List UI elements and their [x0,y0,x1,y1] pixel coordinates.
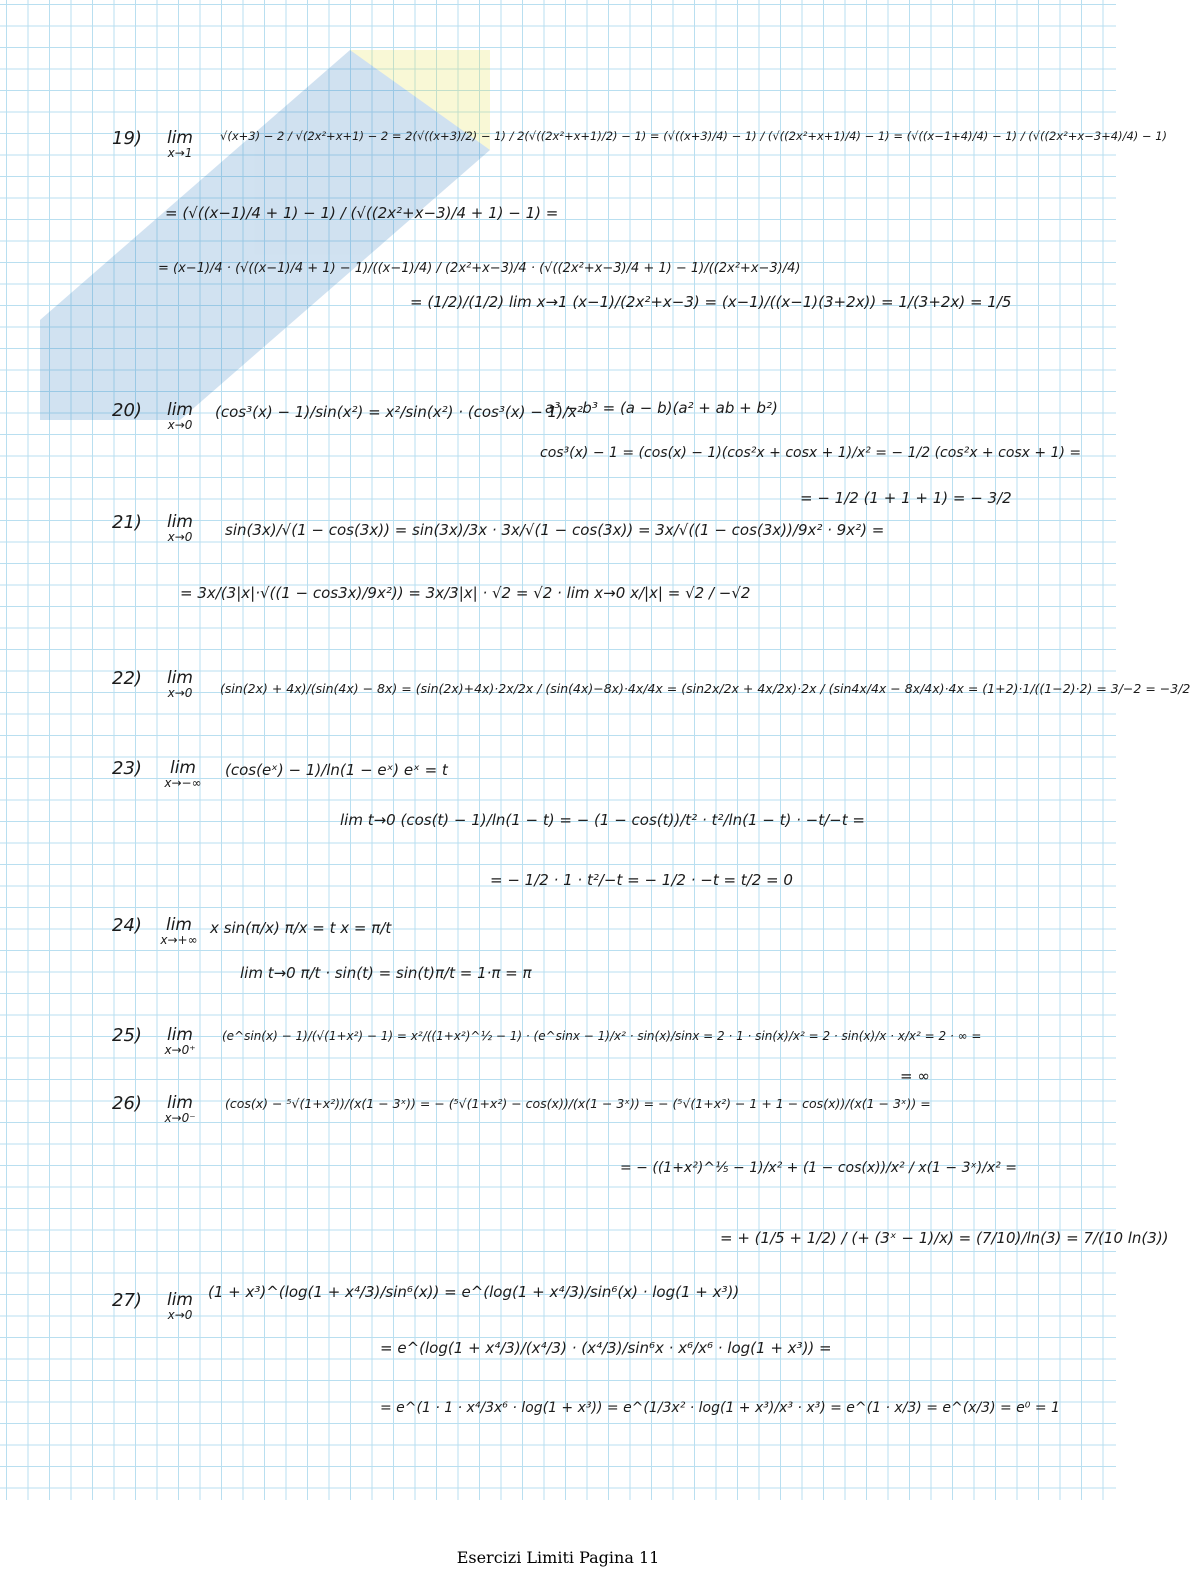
lim-subscript: x→1 [167,146,193,160]
equation-line: cos³(x) − 1 = (cos(x) − 1)(cos²x + cosx + 1)/x² = − 1/2 (cos²x + cosx + 1) = [540,445,1082,461]
equation-line: lim t→0 (cos(t) − 1)/ln(1 − t) = − (1 − cos(t))/t² · t²/ln(1 − t) · −t/−t = [340,811,865,829]
limit-operator [158,130,202,159]
lim-subscript: x→0⁻ [164,1111,196,1125]
exercise-number: 22) [112,668,142,689]
exercise-number: 27) [112,1290,142,1311]
limit-operator [158,514,202,543]
equation-line: = e^(1 · 1 · x⁴/3x⁶ · log(1 + x³)) = e^(1/3x² · log(1 + x³)/x³ · x³) = e^(1 · x/3) = e^(x/3) = e⁰ = 1 [380,1400,1060,1416]
equation-line: = e^(log(1 + x⁴/3)/(x⁴/3) · (x⁴/3)/sin⁶x · x⁶/x⁶ · log(1 + x³)) = [380,1339,832,1357]
page-footer: Esercizi Limiti Pagina 11 [456,1548,660,1567]
equation-line: = 3x/(3|x|·√((1 − cos3x)/9x²)) = 3x/3|x| · √2 = √2 · lim x→0 x/|x| = √2 / −√2 [180,584,751,602]
equation-line: = + (1/5 + 1/2) / (+ (3ˣ − 1)/x) = (7/10)/ln(3) = 7/(10 ln(3)) [720,1229,1169,1247]
equation-line: lim t→0 π/t · sin(t) = sin(t)π/t = 1·π = π [240,964,532,982]
limit-operator [158,1027,202,1056]
exercise-number: 20) [112,400,142,421]
equation-line: (sin(2x) + 4x)/(sin(4x) − 8x) = (sin(2x)+4x)·2x/2x / (sin(4x)−8x)·4x/4x = (sin2x/2x + 4x/2x)·2x / (sin4x/4x − 8x/4x)·4x = (1+2)·1/((1−2)·2) = 3/−2 = −3/2 [220,681,1190,696]
lim-subscript: x→−∞ [164,776,202,790]
lim-word: lim [169,758,196,778]
equation-line: (cos³(x) − 1)/sin(x²) = x²/sin(x²) · (cos³(x) − 1)/x² [215,403,583,421]
limit-operator [152,917,206,946]
lim-word: lim [166,1290,193,1310]
equation-line: a³ − b³ = (a − b)(a² + ab + b²) [545,399,778,417]
exercise-number: 26) [112,1093,142,1114]
equation-line: √(x+3) − 2 / √(2x²+x+1) − 2 = 2(√((x+3)/2) − 1) / 2(√((2x²+x+1)/2) − 1) = (√((x+3)/4) − 1) / (√((2x²+x+1)/4) − 1) = (√((x−1+4)/4) − 1) / (√((2x²+x−3+4)/4) − 1) [220,129,1167,143]
equation-line: sin(3x)/√(1 − cos(3x)) = sin(3x)/3x · 3x/√(1 − cos(3x)) = 3x/√((1 − cos(3x))/9x² · 9x²) = [225,521,885,539]
equation-line: = − ((1+x²)^⅕ − 1)/x² + (1 − cos(x))/x² / x(1 − 3ˣ)/x² = [620,1160,1017,1176]
equation-line: (1 + x³)^(log(1 + x⁴/3)/sin⁶(x)) = e^(log(1 + x⁴/3)/sin⁶(x) · log(1 + x³)) [208,1283,740,1301]
equation-line: (cos(x) − ⁵√(1+x²))/(x(1 − 3ˣ)) = − (⁵√(1+x²) − cos(x))/(x(1 − 3ˣ)) = − (⁵√(1+x²) − 1 + 1 − cos(x))/(x(1 − 3ˣ)) = [225,1096,931,1111]
lim-subscript: x→0 [167,530,193,544]
lim-subscript: x→0⁺ [164,1043,196,1057]
limit-operator [158,1095,202,1124]
lim-subscript: x→0 [167,418,193,432]
equation-line: = ∞ [900,1067,930,1085]
equation-line: = (√((x−1)/4 + 1) − 1) / (√((2x²+x−3)/4 + 1) − 1) = [165,204,559,222]
equation-line: = (x−1)/4 · (√((x−1)/4 + 1) − 1)/((x−1)/4) / (2x²+x−3)/4 · (√((2x²+x−3)/4 + 1) − 1)/((2x²+x−3)/4) [158,261,801,276]
lim-word: lim [166,1025,193,1045]
lim-subscript: x→+∞ [160,933,198,947]
limit-operator [158,670,202,699]
exercise-number: 23) [112,758,142,779]
equation-line: = (1/2)/(1/2) lim x→1 (x−1)/(2x²+x−3) = (x−1)/((x−1)(3+2x)) = 1/(3+2x) = 1/5 [410,293,1012,311]
equation-line: x sin(π/x) π/x = t x = π/t [210,919,392,937]
equation-line: (e^sin(x) − 1)/(√(1+x²) − 1) = x²/((1+x²)^½ − 1) · (e^sinx − 1)/x² · sin(x)/sinx = 2 · 1 · sin(x)/x² = 2 · sin(x)/x · x/x² = 2 · ∞ = [222,1029,982,1043]
lim-word: lim [166,1093,193,1113]
lim-subscript: x→0 [167,686,193,700]
equation-line: (cos(eˣ) − 1)/ln(1 − eˣ) eˣ = t [225,761,448,779]
lim-word: lim [166,512,193,532]
exercise-number: 21) [112,512,142,533]
limit-operator [158,760,208,789]
lim-subscript: x→0 [167,1308,193,1322]
limit-operator [158,1292,202,1321]
lim-word: lim [166,128,193,148]
equation-line: = − 1/2 (1 + 1 + 1) = − 3/2 [800,489,1012,507]
lim-word: lim [166,400,193,420]
equation-line: = − 1/2 · 1 · t²/−t = − 1/2 · −t = t/2 = 0 [490,871,793,889]
exercise-number: 24) [112,915,142,936]
exercise-number: 19) [112,128,142,149]
limit-operator [158,402,202,431]
lim-word: lim [165,915,192,935]
lim-word: lim [166,668,193,688]
exercise-number: 25) [112,1025,142,1046]
